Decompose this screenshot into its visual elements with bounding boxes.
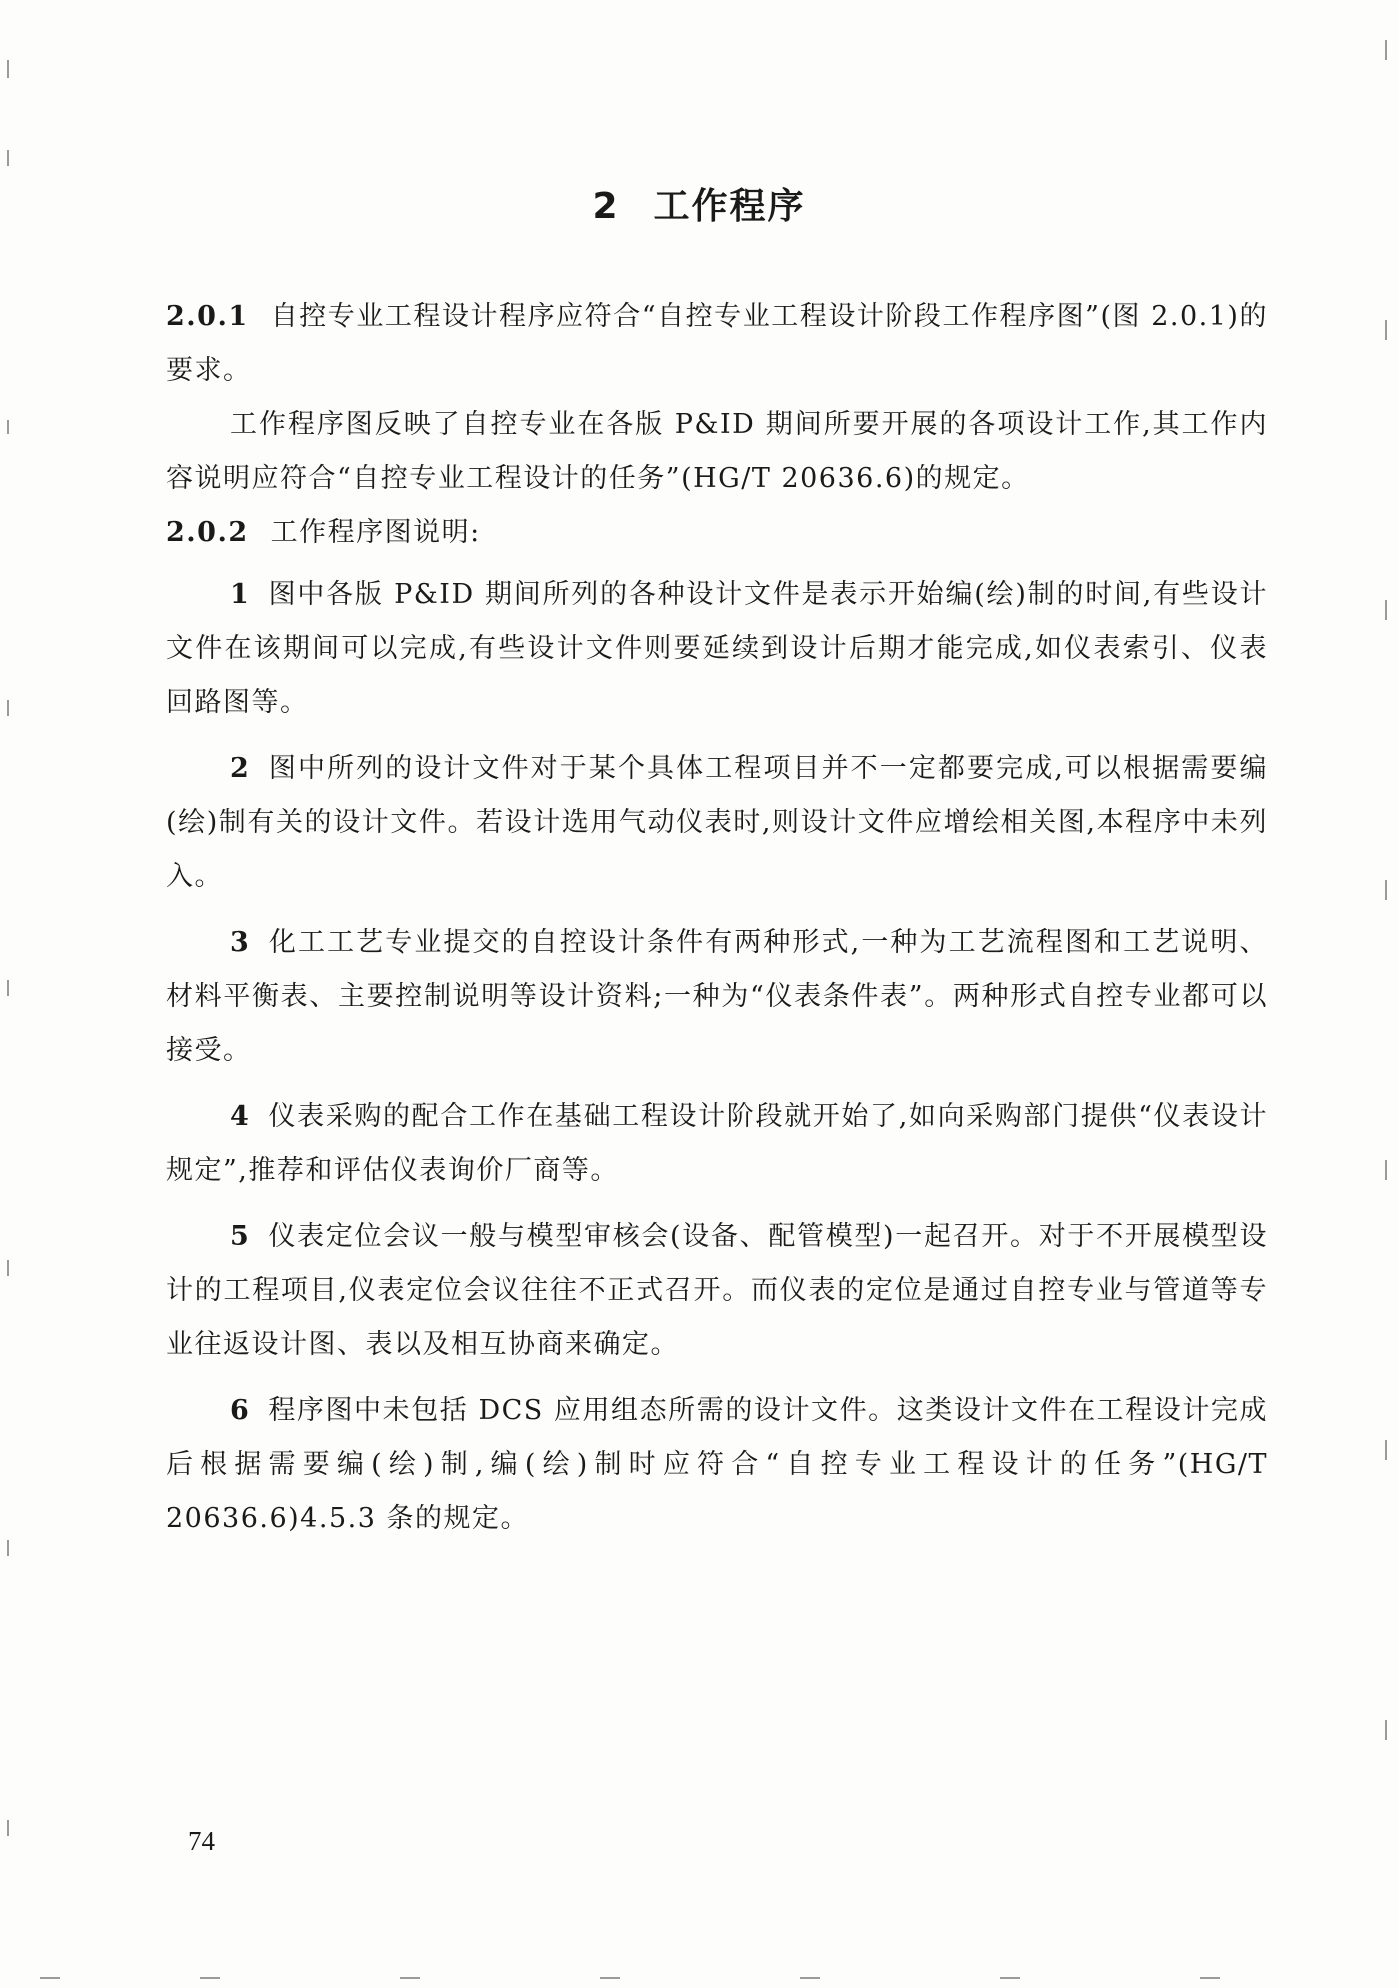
- section-title-text: 工作程序: [653, 186, 806, 227]
- clause-2-0-1-explanation: [166, 398, 1268, 506]
- item-text: 图中所列的设计文件对于某个具体工程项目并不一定都要完成,可以根据需要编(绘)制有关的设计文件。若设计选用气动仪表时,则设计文件应增绘相关图,本程序中未列入。: [166, 753, 1268, 892]
- clause-text: 工作程序图说明:: [270, 517, 481, 548]
- item-number: 1: [230, 579, 251, 610]
- item-number: 6: [230, 1395, 251, 1426]
- item-text: 仪表定位会议一般与模型审核会(设备、配管模型)一起召开。对于不开展模型设计的工程项目,仪表定位会议往往不正式召开。而仪表的定位是通过自控专业与管道等专业往返设计图、表以及相互协商来确定。: [166, 1221, 1268, 1360]
- list-item: [166, 1210, 1268, 1372]
- item-text: 程序图中未包括 DCS 应用组态所需的设计文件。这类设计文件在工程设计完成后根据需要编(绘)制,编(绘)制时应符合“自控专业工程设计的任务”(HG/T 20636.6)4.5.3 条的规定。: [166, 1395, 1268, 1534]
- clause-2-0-1: [166, 290, 1268, 398]
- document-body: [166, 290, 1268, 1546]
- page-number: 74: [188, 1826, 215, 1856]
- list-item: [166, 916, 1268, 1078]
- item-number: 2: [230, 753, 251, 784]
- section-number: 2: [592, 186, 620, 227]
- list-item: [166, 1384, 1268, 1546]
- list-item: [166, 568, 1268, 730]
- list-item: [166, 1090, 1268, 1198]
- list-item: [166, 742, 1268, 904]
- item-number: 3: [230, 927, 251, 958]
- item-number: 4: [230, 1101, 251, 1132]
- clause-number: 2.0.2: [166, 517, 249, 548]
- clause-text: 自控专业工程设计程序应符合“自控专业工程设计阶段工作程序图”(图 2.0.1)的要求。: [166, 301, 1268, 386]
- clause-2-0-2: [166, 506, 1268, 560]
- clause-text: 工作程序图反映了自控专业在各版 P&ID 期间所要开展的各项设计工作,其工作内容说明应符合“自控专业工程设计的任务”(HG/T 20636.6)的规定。: [166, 409, 1268, 494]
- clause-number: 2.0.1: [166, 301, 249, 332]
- item-number: 5: [230, 1221, 251, 1252]
- item-text: 化工工艺专业提交的自控设计条件有两种形式,一种为工艺流程图和工艺说明、材料平衡表、主要控制说明等设计资料;一种为“仪表条件表”。两种形式自控专业都可以接受。: [166, 927, 1268, 1066]
- item-text: 图中各版 P&ID 期间所列的各种设计文件是表示开始编(绘)制的时间,有些设计文件在该期间可以完成,有些设计文件则要延续到设计后期才能完成,如仪表索引、仪表回路图等。: [166, 579, 1268, 718]
- item-text: 仪表采购的配合工作在基础工程设计阶段就开始了,如向采购部门提供“仪表设计规定”,推荐和评估仪表询价厂商等。: [166, 1101, 1268, 1186]
- section-title: [0, 178, 1398, 229]
